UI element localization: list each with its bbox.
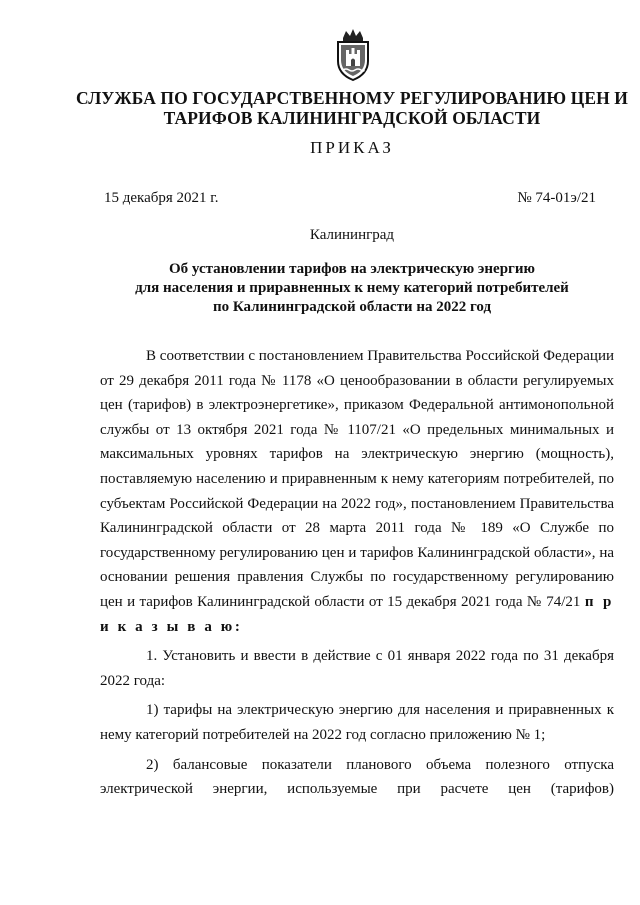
subject-line-1: Об установлении тарифов на электрическую энергию (169, 261, 535, 277)
item-1-1-paragraph: 1) тарифы на электрическую энергию для населения и приравненных к нему категорий потребителей на 2022 год согласно приложению № 1; (100, 702, 614, 743)
document-city: Калининград (309, 227, 395, 243)
document-body (100, 344, 614, 802)
document-type: ПРИКАЗ (310, 138, 394, 157)
organization-line-1: СЛУЖБА ПО ГОСУДАРСТВЕННОМУ РЕГУЛИРОВАНИЮ ЦЕН И (75, 88, 629, 108)
order-word: п р и к а з ы в а ю: (100, 593, 615, 635)
document-subject (100, 260, 604, 317)
coat-of-arms-icon (331, 28, 375, 82)
document-number: № 74-01э/21 (517, 190, 596, 206)
item-1-2-paragraph: 2) балансовые показатели планового объема полезного отпуска электрической энергии, используемые при расчете цен (тарифов) (100, 756, 614, 798)
subject-line-3: по Калининградской области на 2022 год (212, 299, 492, 315)
document-date: 15 декабря 2021 г. (104, 190, 219, 206)
subject-line-2: для населения и приравненных к нему категорий потребителей (135, 280, 569, 296)
organization-name (60, 88, 640, 128)
preamble-text: В соответствии с постановлением Правительства Российской Федерации от 29 декабря 2011 года № 1178 «О ценообразовании в области регулируемых цен (тарифов) в электроэнергетике», приказом Федеральной антимонопольной службы от 13 октября 2021 года № 1107/21 «О предельных минимальных и максимальных уровнях тарифов на электрическую энергию (мощность), поставляемую населению и приравненным к нему категориям потребителей, по субъектам Российской Федерации на 2022 год», постановлением Правительства Калининградской области от 28 марта 2011 года № 189 «О Службе по государственному регулированию цен и тарифов Калининградской области», на основании решения правления Службы по государственному регулированию цен и тарифов Калининградской области от 15 декабря 2021 года № 74/21 (100, 348, 614, 610)
preamble-paragraph (100, 344, 614, 639)
item-1-paragraph: 1. Установить и ввести в действие с 01 января 2022 года по 31 декабря 2022 года: (100, 648, 614, 689)
organization-line-2: ТАРИФОВ КАЛИНИНГРАДСКОЙ ОБЛАСТИ (163, 108, 541, 128)
